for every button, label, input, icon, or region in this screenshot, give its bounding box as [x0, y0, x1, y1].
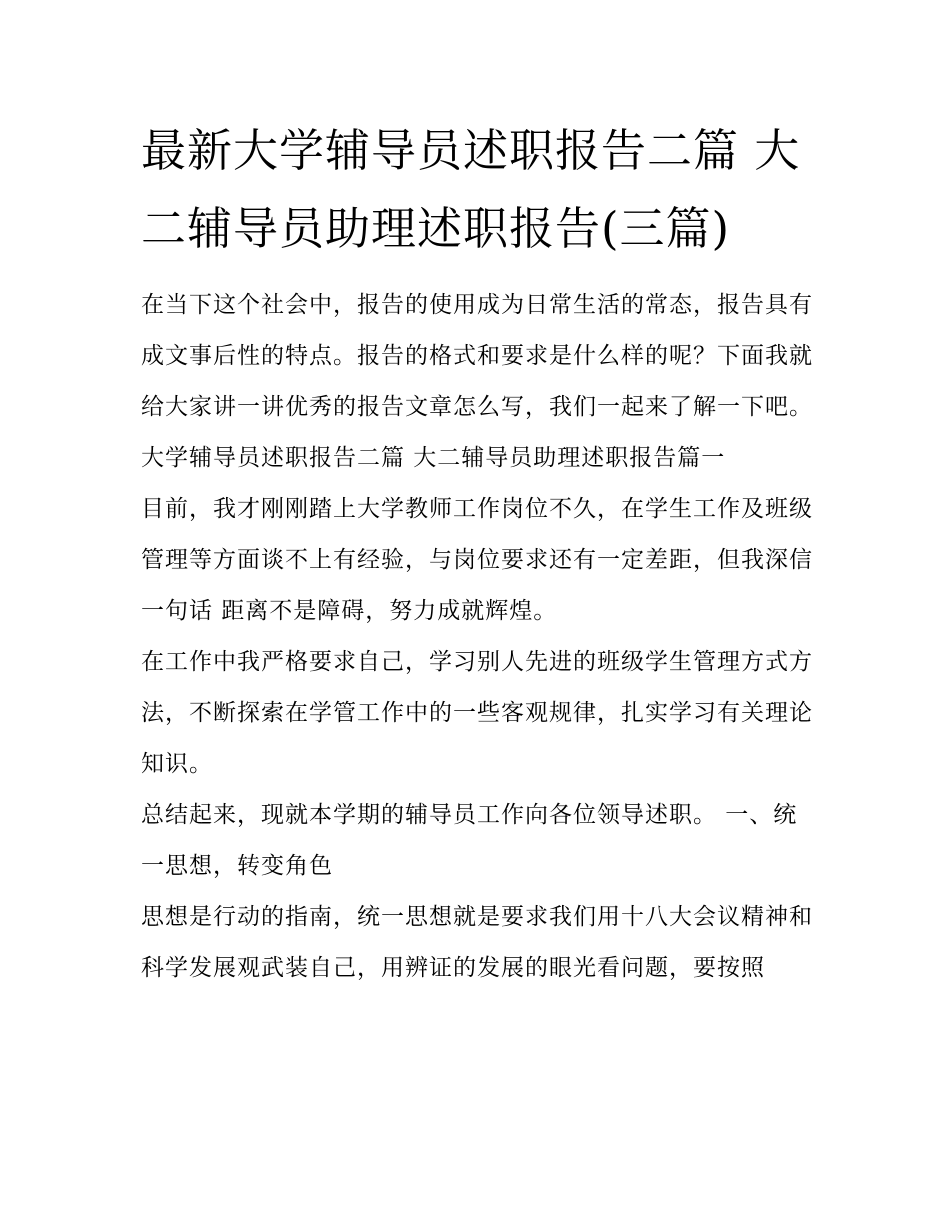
- section-heading: 大学辅导员述职报告二篇 大二辅导员助理述职报告篇一: [141, 445, 726, 471]
- body-paragraph: 目前，我才刚刚踏上大学教师工作岗位不久，在学生工作及班级管理等方面谈不上有经验，与岗位要求还有一定差距，但我深信一句话 距离不是障碍，努力成就辉煌。: [141, 496, 813, 624]
- body-paragraph: 思想是行动的指南，统一思想就是要求我们用十八大会议精神和科学发展观武装自己，用辨证的发展的眼光看问题，要按照: [141, 904, 813, 981]
- body-paragraph: 总结起来，现就本学期的辅导员工作向各位领导述职。 一、统一思想，转变角色: [141, 802, 798, 879]
- intro-paragraph: 在当下这个社会中，报告的使用成为日常生活的常态，报告具有成文事后性的特点。报告的格式和要求是什么样的呢？下面我就给大家讲一讲优秀的报告文章怎么写，我们一起来了解一下吧。: [141, 292, 813, 420]
- body-paragraph: 在工作中我严格要求自己，学习别人先进的班级学生管理方式方法，不断探索在学管工作中的一些客观规律，扎实学习有关理论知识。: [141, 649, 813, 777]
- document-body: [141, 112, 813, 994]
- document-title: 最新大学辅导员述职报告二篇 大二辅导员助理述职报告(三篇): [141, 124, 801, 255]
